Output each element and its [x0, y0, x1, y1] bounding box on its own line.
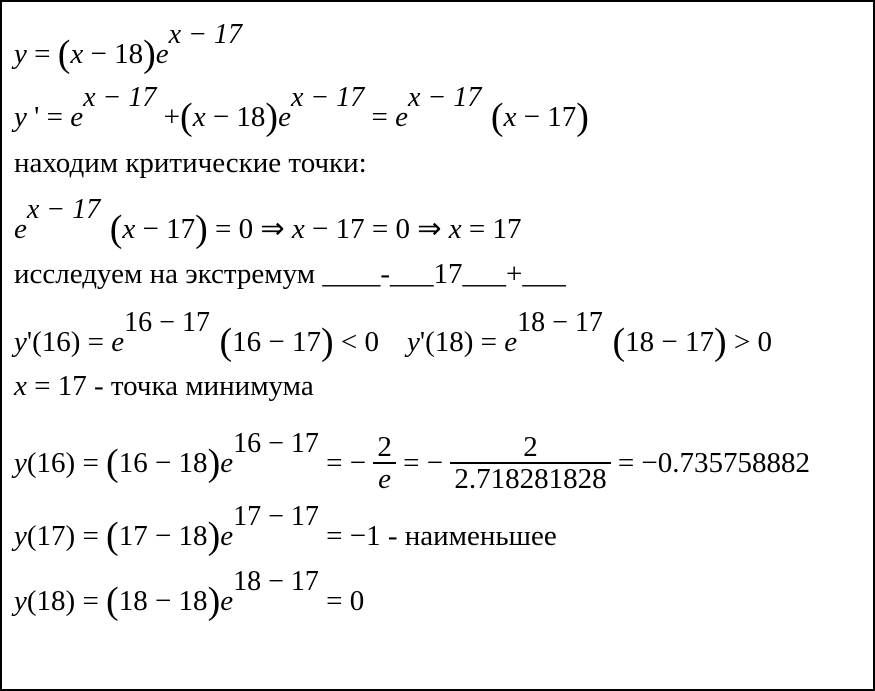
- paren-open: (: [602, 321, 626, 363]
- arg: '(18) =: [419, 326, 505, 358]
- exponent: x − 17: [26, 194, 101, 225]
- value-at-16: [14, 428, 811, 497]
- equals: =: [364, 101, 396, 133]
- exponent: 18 − 17: [233, 566, 319, 597]
- var-y: y: [14, 101, 27, 133]
- minimum-text: = 17 - точка минимума: [26, 370, 314, 402]
- exponent: x − 17: [290, 82, 365, 113]
- var-e: e: [278, 101, 291, 133]
- term: − 17: [135, 213, 196, 245]
- var-e: e: [70, 101, 84, 133]
- exponent: x − 17: [83, 82, 157, 113]
- denominator: e: [373, 462, 396, 494]
- exponent: 16 − 17: [233, 428, 319, 460]
- exponent: [169, 19, 242, 50]
- inner: 16 − 18: [118, 447, 208, 480]
- var-e: e: [220, 447, 234, 480]
- paren-close: ): [576, 96, 589, 138]
- inner: 17 − 18: [118, 520, 208, 552]
- paren-close: ): [265, 96, 279, 138]
- var-x: x: [291, 213, 305, 245]
- var-x: x: [503, 101, 517, 133]
- exponent: 17 − 17: [233, 501, 319, 532]
- value-at-18: [14, 566, 365, 622]
- var-e: e: [155, 38, 169, 70]
- value-at-17: [14, 501, 557, 557]
- term: − 17: [516, 101, 577, 133]
- paren-open: (: [106, 442, 119, 485]
- var-y: y: [14, 585, 27, 617]
- equals-minus: = −: [318, 447, 374, 480]
- paren-open: (: [180, 96, 193, 138]
- result: = −1 - наименьшее: [318, 520, 557, 552]
- result: = 0: [318, 585, 365, 617]
- var-y: y: [14, 447, 27, 480]
- var-e: e: [111, 326, 125, 358]
- paren-open: (: [106, 515, 119, 557]
- var-y: y: [14, 326, 27, 358]
- paren-open: (: [100, 208, 123, 250]
- fraction-2-over-e-value: [450, 432, 610, 495]
- var-y: y: [14, 38, 27, 70]
- derivative-line: [14, 82, 589, 138]
- var-x: x: [122, 213, 136, 245]
- relation: > 0: [726, 326, 772, 358]
- paren-close: ): [713, 321, 727, 363]
- exponent: x − 17: [408, 82, 482, 113]
- paren-open: (: [209, 321, 233, 363]
- exponent-text: x − 17: [168, 19, 242, 50]
- arg: (16) =: [26, 447, 107, 480]
- var-x: x: [448, 213, 462, 245]
- var-y: y: [14, 520, 27, 552]
- denominator: 2.718281828: [450, 462, 610, 494]
- var-e: e: [504, 326, 518, 358]
- implies: − 17 = 0 ⇒: [304, 213, 449, 245]
- extremum-sign-chart: исследуем на экстремум ____-___17___+___: [14, 258, 566, 290]
- inner: 18 − 18: [118, 585, 208, 617]
- var-x: x: [70, 38, 84, 70]
- paren-close: ): [195, 208, 208, 250]
- var-x: x: [192, 101, 206, 133]
- derivative-sign-test: [14, 307, 772, 363]
- critical-points-heading: находим критические точки:: [14, 147, 367, 179]
- arg: (18) =: [26, 585, 107, 617]
- paren-close: ): [207, 515, 221, 557]
- var-y: y: [406, 326, 420, 358]
- result: = −0.735758882: [610, 447, 811, 480]
- term: − 18: [205, 101, 266, 133]
- relation: < 0: [333, 326, 379, 358]
- arg: '(16) =: [26, 326, 112, 358]
- paren-close: ): [207, 580, 221, 622]
- inner: 16 − 17: [232, 326, 321, 358]
- var-e: e: [220, 520, 234, 552]
- paren-open: (: [106, 580, 119, 622]
- result: = 17: [461, 213, 522, 245]
- paren-open: (: [481, 96, 504, 138]
- paren-close: ): [320, 321, 334, 363]
- fraction-2-over-e: [373, 432, 396, 495]
- critical-point-equation: [14, 194, 522, 250]
- minimum-point: [14, 372, 314, 401]
- paren-open: (: [57, 33, 71, 75]
- numerator: 2: [377, 431, 392, 463]
- prime-equals: ' =: [26, 101, 71, 133]
- paren-close: ): [143, 33, 156, 75]
- function-definition: [14, 19, 242, 75]
- inner: 18 − 17: [625, 326, 714, 358]
- plus: +: [156, 101, 181, 133]
- equals-minus: = −: [395, 447, 451, 480]
- var-e: e: [220, 585, 234, 617]
- exponent: 18 − 17: [517, 307, 603, 338]
- equals: =: [26, 38, 58, 70]
- exponent: 16 − 17: [124, 307, 210, 338]
- paren-close: ): [207, 442, 221, 485]
- var-e: e: [14, 213, 27, 245]
- numerator: 2: [523, 431, 538, 463]
- var-x: x: [14, 370, 27, 402]
- var-e: e: [395, 101, 409, 133]
- implies: = 0 ⇒: [207, 213, 292, 245]
- term: − 18: [83, 38, 144, 70]
- arg: (17) =: [26, 520, 107, 552]
